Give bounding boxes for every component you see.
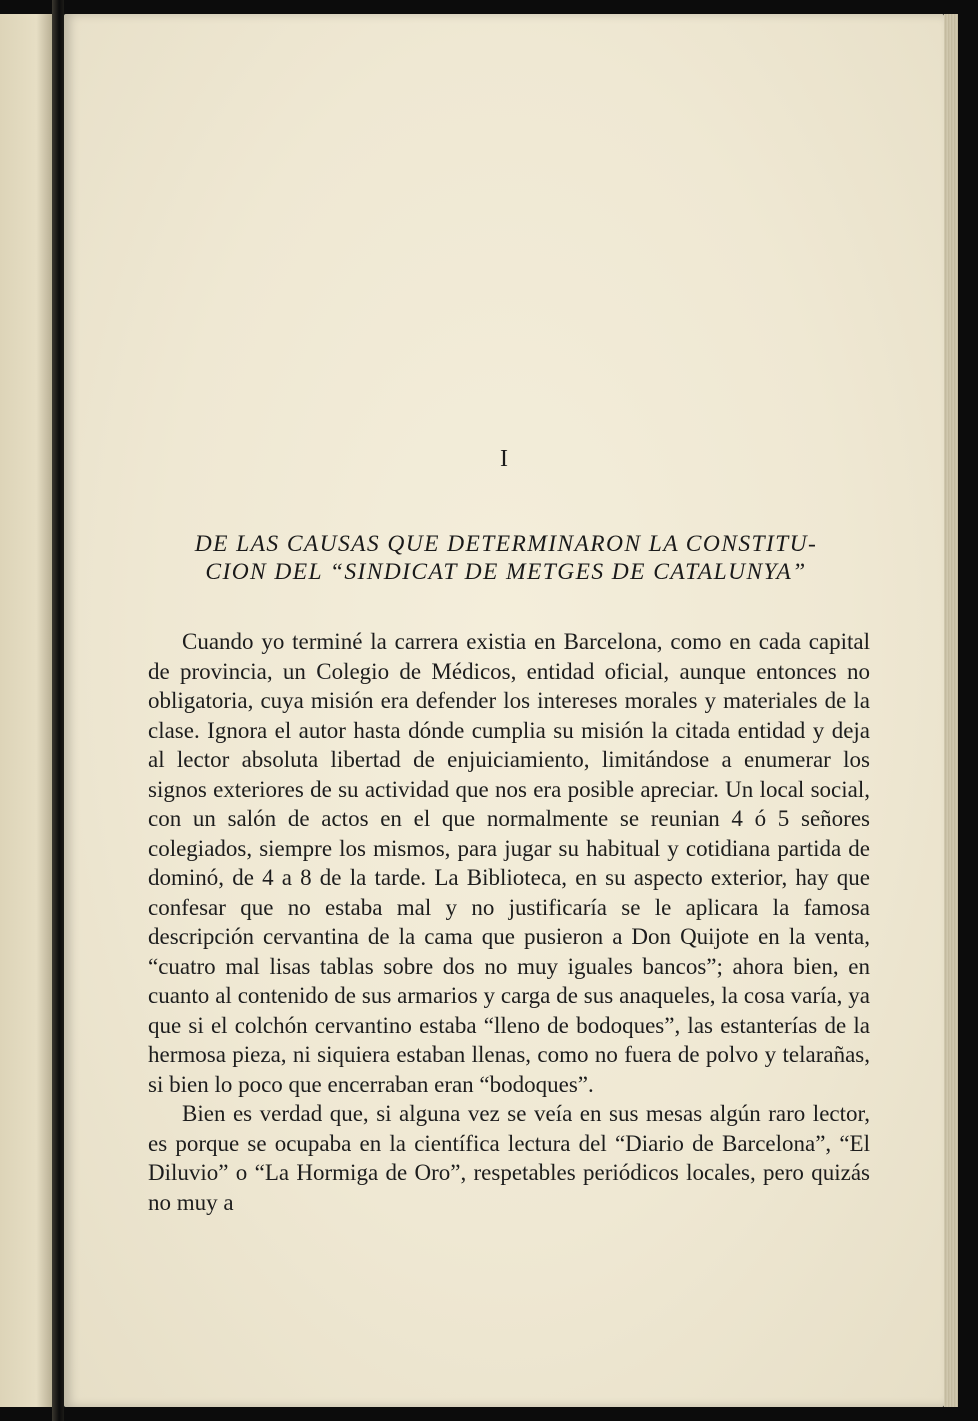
chapter-title-line: DE LAS CAUSAS QUE DETERMINARON LA CONSTITU-	[194, 531, 818, 557]
book-gutter	[52, 0, 64, 1421]
page-stack-edge	[944, 14, 958, 1407]
book-page	[64, 14, 944, 1407]
chapter-title	[146, 530, 866, 586]
chapter-number: I	[500, 446, 508, 472]
paragraph: Cuando yo terminé la carrera existia en Barcelona, como en cada capital de provincia, un Colegio de Médicos, entidad oficial, aunque entonces no obligatoria, cuya misión era defender los intereses morales y materiales de la clase. Ignora el autor hasta dónde cumplia su misión la citada entidad y deja al lector absoluta libertad de enjuiciamiento, limitándose a enumerar los signos exteriores de su actividad que nos era posible apreciar. Un local social, con un salón de actos en el que normalmente se reunian 4 ó 5 señores colegiados, siempre los mismos, para jugar su habitual y cotidiana partida de dominó, de 4 a 8 de la tarde. La Biblioteca, en su aspecto exterior, hay que confesar que no estaba mal y no justificaría se le aplicara la famosa descripción cervantina de la cama que pusieron a Don Quijote en la venta, “cuatro mal lisas tablas sobre dos no muy iguales bancos”; ahora bien, en cuanto al contenido de sus armarios y carga de sus anaqueles, la cosa varía, ya que si el colchón cervantino estaba “lleno de bodoques”, las estanterías de la hermosa pieza, ni siquiera estaban llenas, como no fuera de polvo y telarañas, si bien lo poco que encerraban eran “bodoques”.	[148, 629, 870, 1097]
chapter-title-line: CION DEL “SINDICAT DE METGES DE CATALUNYA”	[205, 559, 807, 585]
paragraph: Bien es verdad que, si alguna vez se veía en sus mesas algún raro lector, es porque se ocupaba en la científica lectura del “Diario de Barcelona”, “El Diluvio” o “La Hormiga de Oro”, respetables periódicos locales, pero quizás no muy a	[148, 1101, 870, 1215]
body-text	[148, 627, 870, 1217]
previous-page-edge	[0, 14, 52, 1407]
